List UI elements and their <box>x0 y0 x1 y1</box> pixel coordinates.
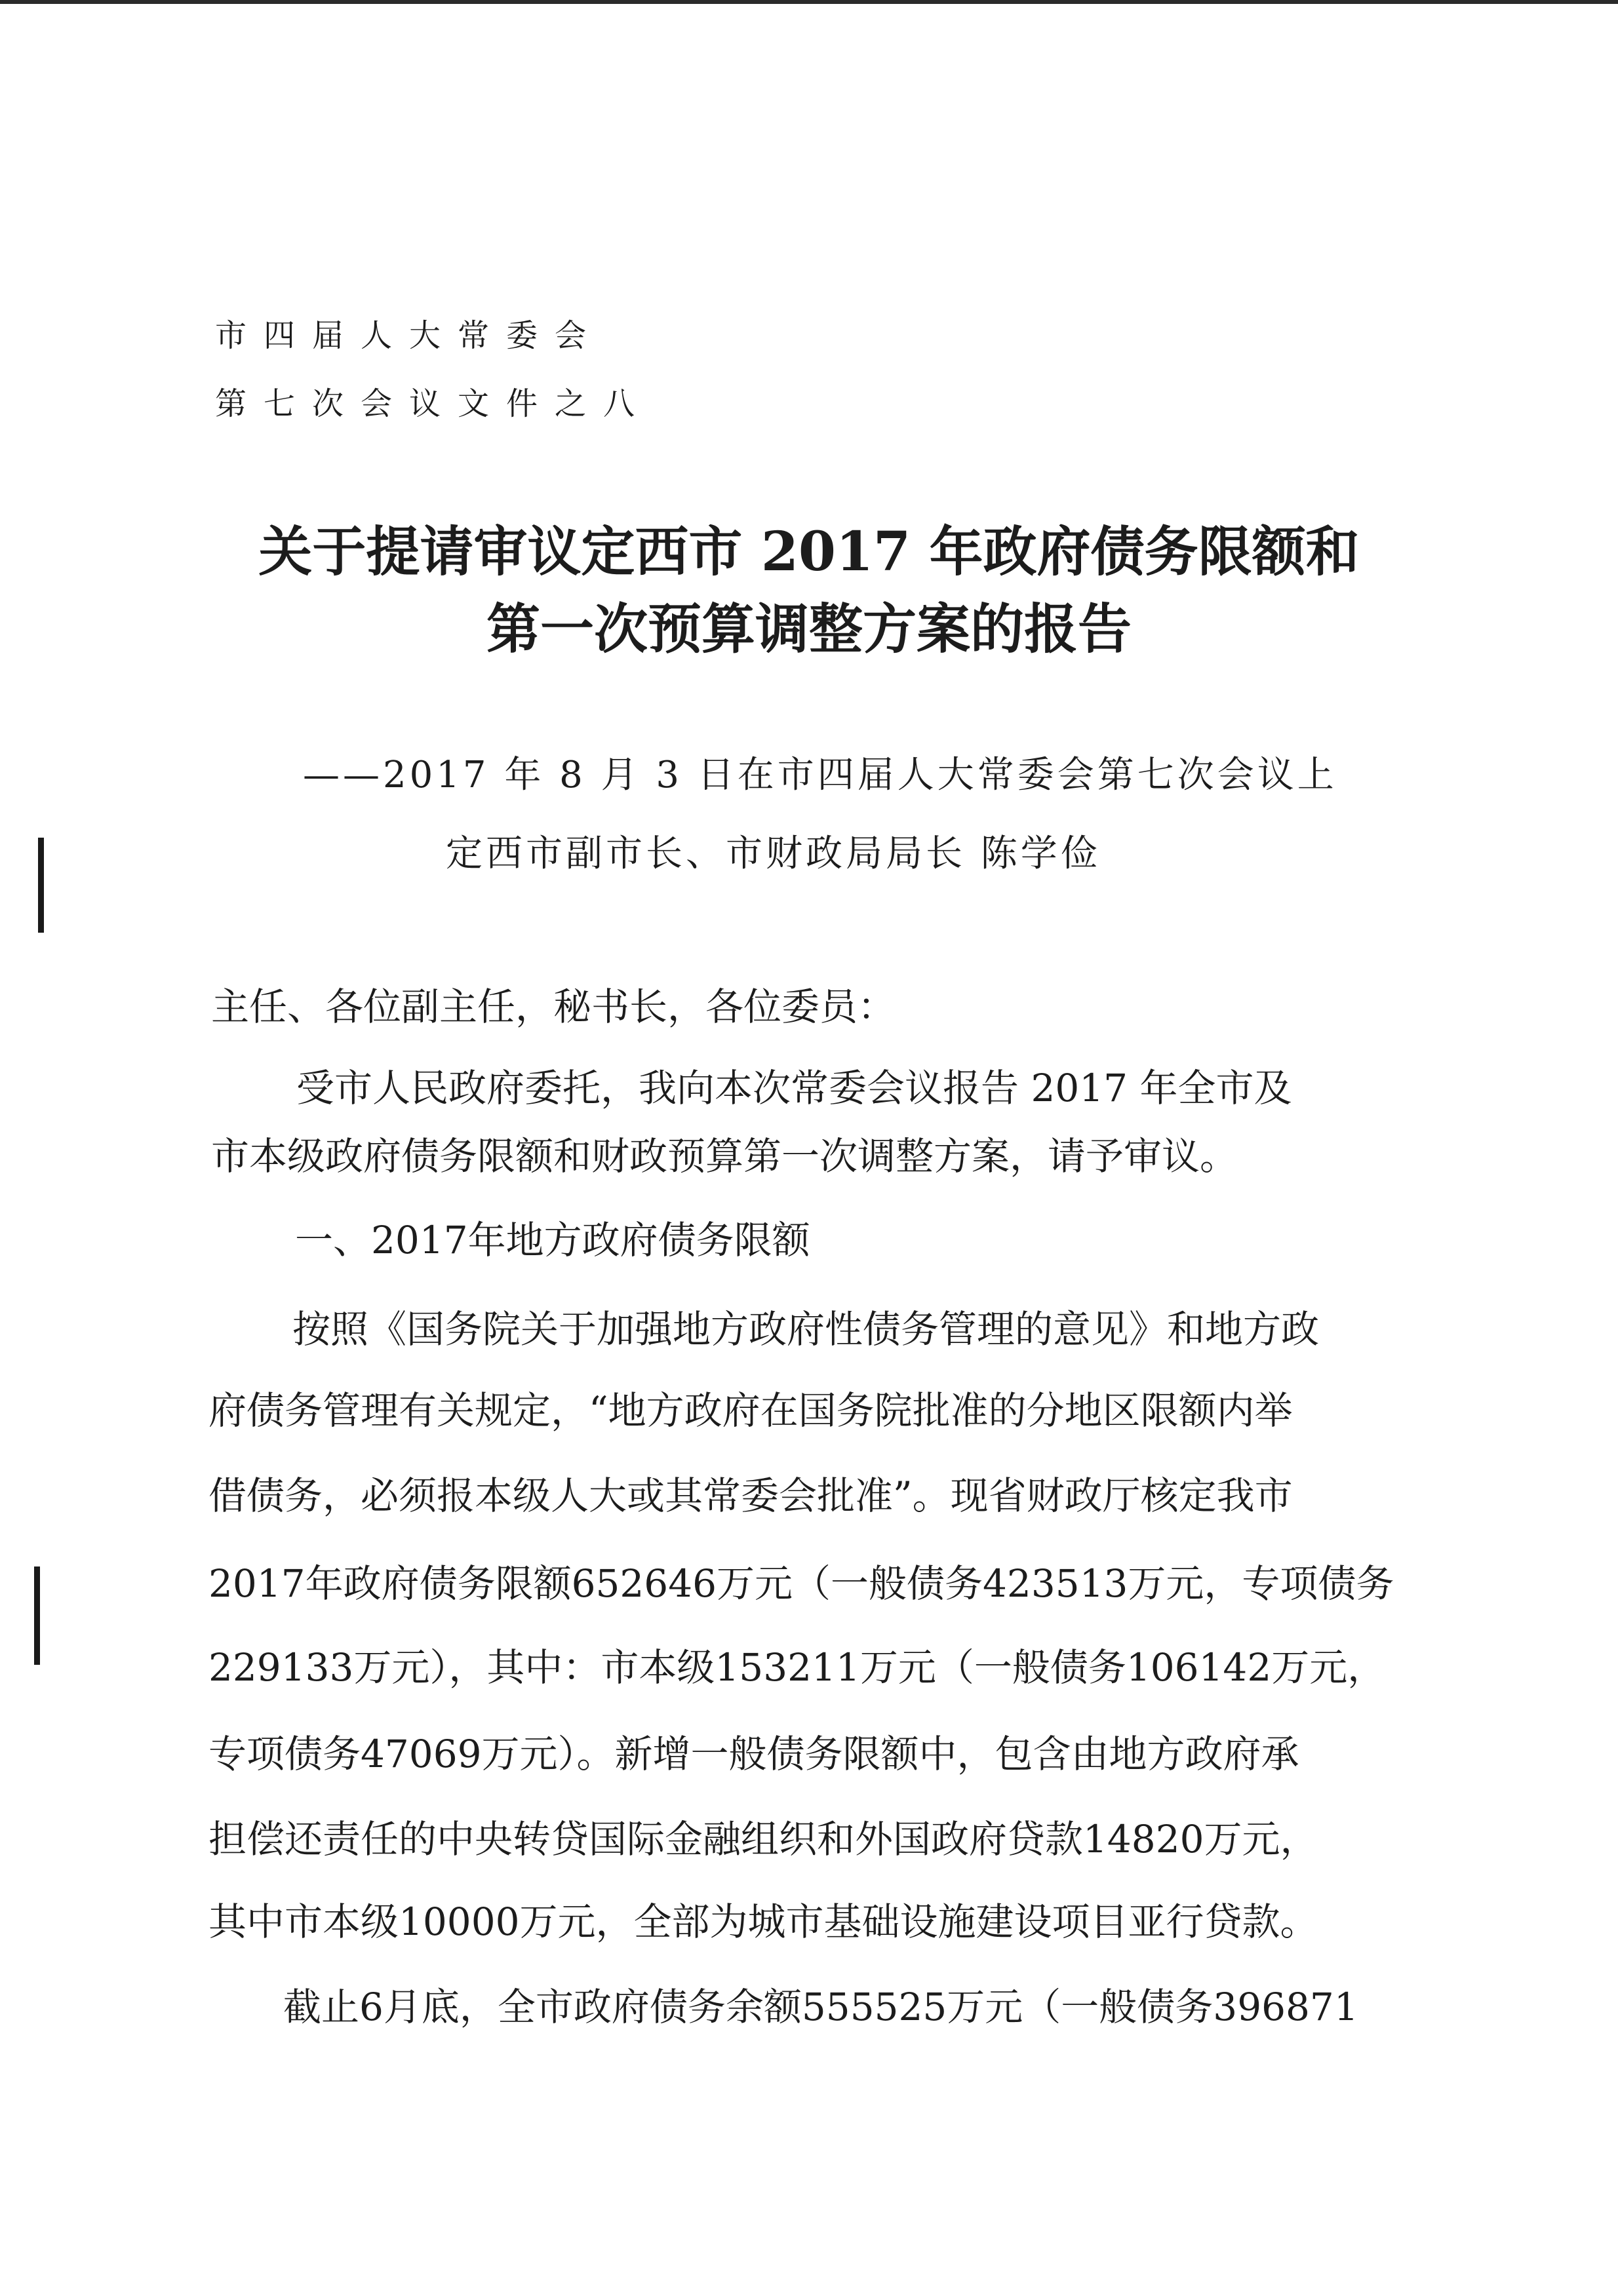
document-subtitle-speaker: 定西市副市长、市财政局局长 陈学俭 <box>446 832 1101 875</box>
document-subtitle-date: ——2017 年 8 月 3 日在市四届人大常委会第七次会议上 <box>303 754 1337 796</box>
scan-mark <box>38 838 44 933</box>
body-line: 2017年政府债务限额652646万元（一般债务423513万元，专项债务 <box>208 1561 1394 1606</box>
body-line: 其中市本级10000万元，全部为城市基础设施建设项目亚行贷款。 <box>208 1899 1318 1944</box>
document-title-line-1: 关于提请审议定西市 2017 年政府债务限额和 <box>258 520 1360 583</box>
salutation: 主任、各位副主任，秘书长，各位委员： <box>211 984 896 1029</box>
body-line: 229133万元），其中：市本级153211万元（一般债务106142万元， <box>208 1645 1386 1690</box>
document-title-line-2: 第一次预算调整方案的报告 <box>486 598 1132 661</box>
scan-top-edge <box>0 0 1618 4</box>
document-number-label: 第七次会议文件之八 <box>215 385 652 422</box>
body-line: 担偿还责任的中央转贷国际金融组织和外国政府贷款14820万元， <box>208 1817 1318 1861</box>
scan-mark <box>34 1566 40 1665</box>
body-line: 按照《国务院关于加强地方政府性债务管理的意见》和地方政 <box>292 1307 1320 1352</box>
meeting-label: 市四届人大常委会 <box>215 317 604 354</box>
body-line: 借债务，必须报本级人大或其常委会批准”。现省财政厅核定我市 <box>208 1473 1293 1518</box>
body-line: 专项债务47069万元）。新增一般债务限额中，包含由地方政府承 <box>208 1732 1299 1776</box>
intro-line: 受市人民政府委托，我向本次常委会议报告 2017 年全市及 <box>296 1066 1292 1110</box>
body-line: 府债务管理有关规定，“地方政府在国务院批准的分地区限额内举 <box>208 1388 1293 1433</box>
section-heading: 一、2017年地方政府债务限额 <box>295 1218 810 1262</box>
body-line: 截止6月底，全市政府债务余额555525万元（一般债务396871 <box>283 1985 1358 2029</box>
intro-line: 市本级政府债务限额和财政预算第一次调整方案，请予审议。 <box>211 1134 1238 1178</box>
